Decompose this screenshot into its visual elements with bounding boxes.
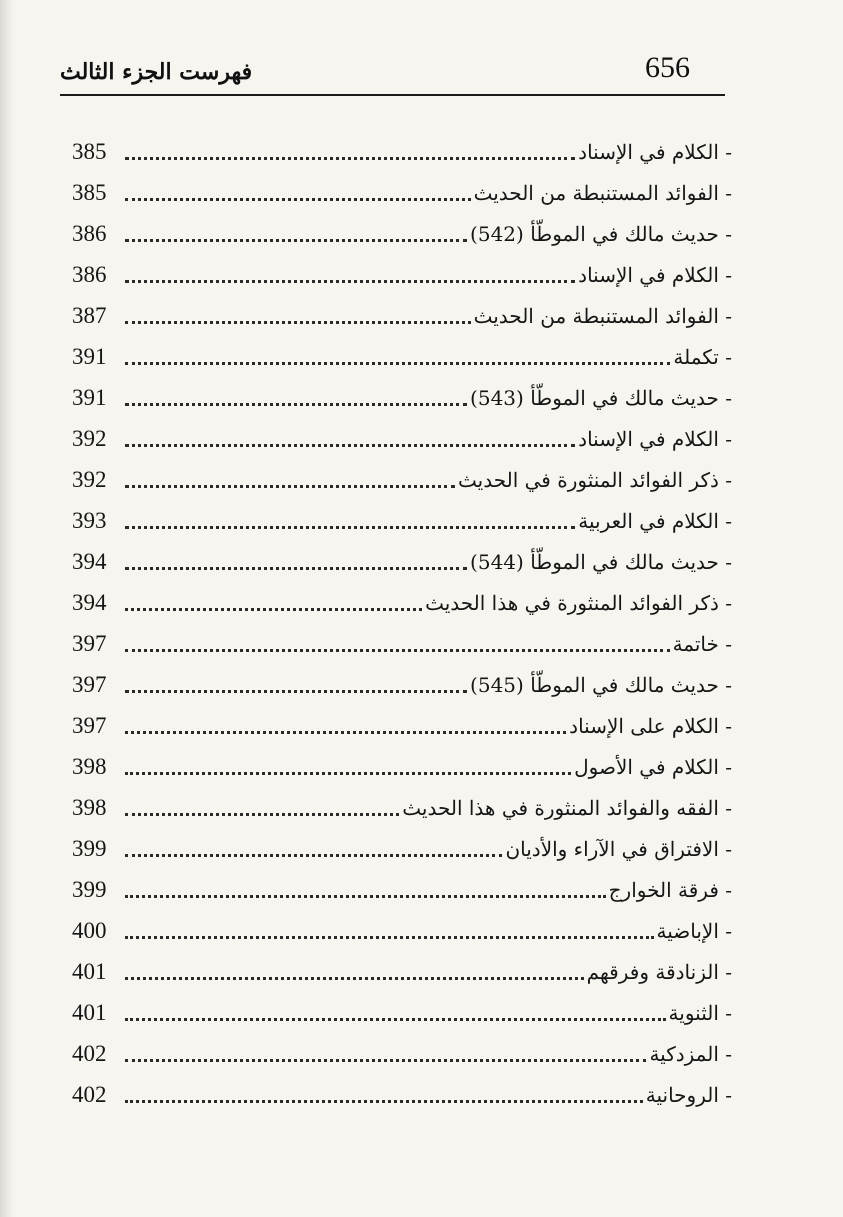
toc-page-number: 398 <box>72 754 107 779</box>
toc-page-number: 386 <box>72 262 107 287</box>
toc-row <box>72 292 732 333</box>
toc-entry-title: - الثنوية <box>668 1001 732 1025</box>
toc-dot-leader <box>125 731 566 734</box>
toc-row <box>72 1030 732 1071</box>
toc-entry-title: - الفوائد المستنبطة من الحديث <box>473 181 732 205</box>
toc-dot-leader <box>125 280 575 283</box>
toc-page-number: 391 <box>72 385 107 410</box>
toc-page-number: 402 <box>72 1041 107 1066</box>
toc-dot-leader <box>125 526 575 529</box>
toc-row <box>72 1071 732 1112</box>
toc-dot-leader <box>125 485 455 488</box>
toc-dot-leader <box>125 977 584 980</box>
toc-entry-title: - فرقة الخوارج <box>608 878 732 902</box>
toc-row <box>72 825 732 866</box>
toc-dot-leader <box>125 1018 666 1021</box>
toc-entry-title: - الفوائد المستنبطة من الحديث <box>473 304 732 328</box>
toc-page-number: 394 <box>72 549 107 574</box>
toc-page-number: 387 <box>72 303 107 328</box>
toc-entry-title: - ذكر الفوائد المنثورة في هذا الحديث <box>425 591 732 615</box>
toc-entry-title: - الزنادقة وفرقهم <box>586 960 732 984</box>
toc-page-number: 398 <box>72 795 107 820</box>
toc-dot-leader <box>125 813 399 816</box>
toc-row <box>72 169 732 210</box>
toc-page-number: 386 <box>72 221 107 246</box>
page-number: 656 <box>645 51 690 84</box>
toc-dot-leader <box>125 608 422 611</box>
toc-entry-title: - الكلام على الإسناد <box>569 714 732 738</box>
toc-entry-title: - الكلام في الإسناد <box>578 140 732 164</box>
toc-entry-title: - الروحانية <box>645 1083 732 1107</box>
toc-entry-title: - الافتراق في الآراء والأديان <box>505 837 732 861</box>
toc-row <box>72 907 732 948</box>
toc-row <box>72 702 732 743</box>
toc-page-number: 397 <box>72 631 107 656</box>
toc-list <box>72 128 732 1112</box>
toc-dot-leader <box>125 403 467 406</box>
toc-page-number: 401 <box>72 1000 107 1025</box>
toc-row <box>72 948 732 989</box>
toc-entry-title: - حديث مالك في الموطّأ (544) <box>470 550 732 574</box>
toc-dot-leader <box>125 198 471 201</box>
scan-edge-shadow <box>0 0 14 1217</box>
toc-entry-title: - المزدكية <box>649 1042 732 1066</box>
toc-page-number: 392 <box>72 467 107 492</box>
toc-entry-title: - الفقه والفوائد المنثورة في هذا الحديث <box>402 796 732 820</box>
toc-page-number: 385 <box>72 139 107 164</box>
toc-page-number: 393 <box>72 508 107 533</box>
toc-row <box>72 579 732 620</box>
toc-page-number: 394 <box>72 590 107 615</box>
toc-dot-leader <box>125 936 654 939</box>
toc-page-number: 399 <box>72 836 107 861</box>
toc-entry-title: - الكلام في الأصول <box>574 755 732 779</box>
toc-dot-leader <box>125 1100 643 1103</box>
toc-dot-leader <box>125 444 575 447</box>
toc-row <box>72 620 732 661</box>
toc-row <box>72 866 732 907</box>
page-header <box>60 44 725 100</box>
toc-page-number: 392 <box>72 426 107 451</box>
toc-row <box>72 743 732 784</box>
toc-entry-title: - حديث مالك في الموطّأ (545) <box>470 673 732 697</box>
toc-page-number: 391 <box>72 344 107 369</box>
toc-row <box>72 374 732 415</box>
toc-page-number: 385 <box>72 180 107 205</box>
toc-dot-leader <box>125 772 571 775</box>
toc-dot-leader <box>125 362 670 365</box>
toc-row <box>72 251 732 292</box>
toc-entry-title: - الكلام في العربية <box>578 509 732 533</box>
toc-row <box>72 497 732 538</box>
toc-dot-leader <box>125 1059 646 1062</box>
toc-page-number: 402 <box>72 1082 107 1107</box>
toc-row <box>72 538 732 579</box>
toc-dot-leader <box>125 321 471 324</box>
toc-entry-title: - الإباضية <box>656 919 732 943</box>
toc-row <box>72 210 732 251</box>
toc-dot-leader <box>125 895 606 898</box>
toc-dot-leader <box>125 690 467 693</box>
toc-row <box>72 456 732 497</box>
toc-dot-leader <box>125 854 502 857</box>
toc-page-number: 397 <box>72 672 107 697</box>
toc-row <box>72 128 732 169</box>
toc-page-number: 400 <box>72 918 107 943</box>
toc-dot-leader <box>125 239 467 242</box>
running-title: فهرست الجزء الثالث <box>60 59 253 85</box>
toc-page-number: 401 <box>72 959 107 984</box>
toc-entry-title: - الكلام في الإسناد <box>578 263 732 287</box>
toc-entry-title: - تكملة <box>673 345 732 369</box>
toc-dot-leader <box>125 649 670 652</box>
toc-dot-leader <box>125 567 467 570</box>
toc-dot-leader <box>125 157 575 160</box>
toc-page-number: 397 <box>72 713 107 738</box>
toc-row <box>72 333 732 374</box>
toc-row <box>72 661 732 702</box>
toc-entry-title: - حديث مالك في الموطّأ (542) <box>470 222 732 246</box>
toc-entry-title: - حديث مالك في الموطّأ (543) <box>470 386 732 410</box>
toc-row <box>72 784 732 825</box>
toc-row <box>72 415 732 456</box>
toc-entry-title: - ذكر الفوائد المنثورة في الحديث <box>458 468 732 492</box>
toc-entry-title: - خاتمة <box>672 632 732 656</box>
toc-entry-title: - الكلام في الإسناد <box>578 427 732 451</box>
toc-page-number: 399 <box>72 877 107 902</box>
header-rule <box>60 94 725 96</box>
toc-row <box>72 989 732 1030</box>
